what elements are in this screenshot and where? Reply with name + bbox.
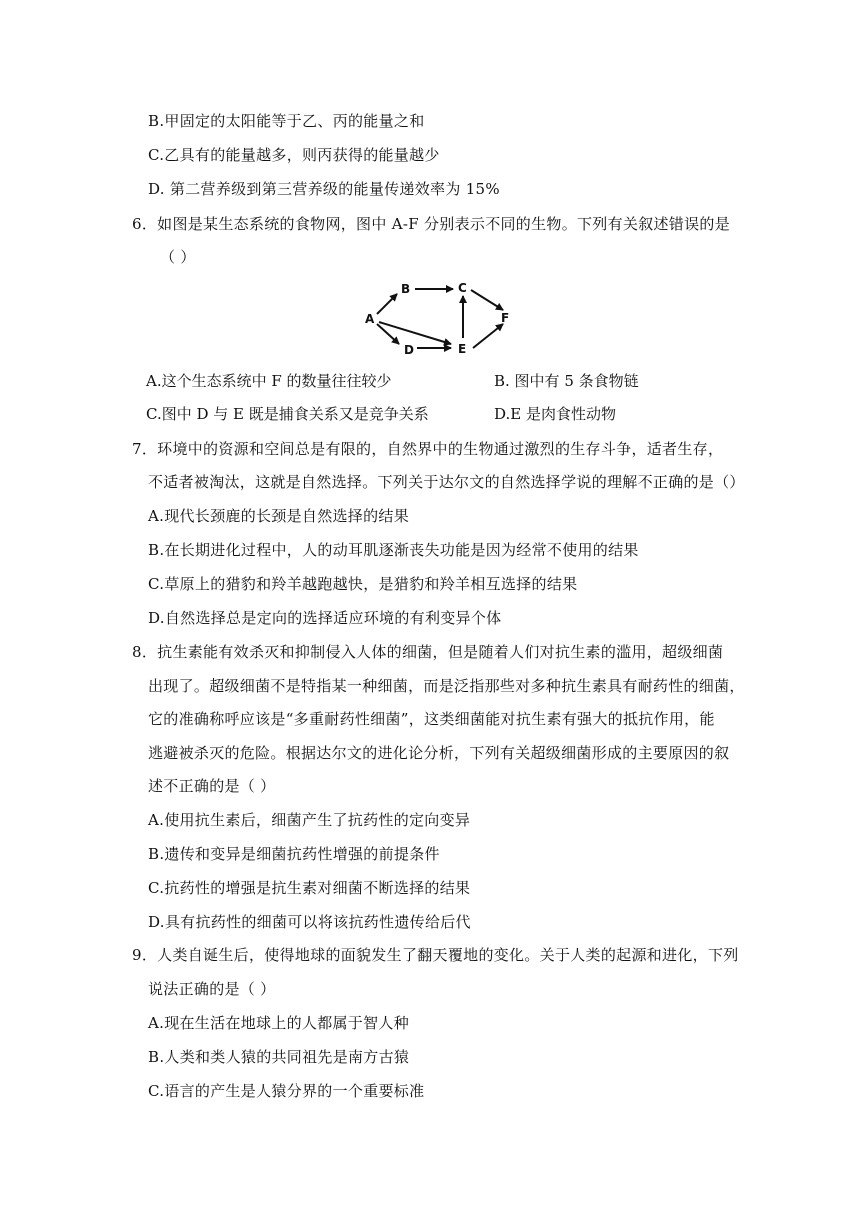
q8-stem-line1: 8．抗生素能有效杀灭和抑制侵入人体的细菌，但是随着人们对抗生素的滥用，超级细菌 [132,643,724,661]
q9-stem-line2: 说法正确的是（ ） [148,980,276,998]
q6-option-d: D.E 是肉食性动物 [494,405,616,423]
q6-option-c: C.图中 D 与 E 既是捕食关系又是竞争关系 [146,405,429,423]
q6-option-a: A.这个生态系统中 F 的数量往往较少 [146,372,392,390]
q8-stem-line2: 出现了。超级细菌不是特指某一种细菌，而是泛指那些对多种抗生素具有耐药性的细菌， [148,677,745,695]
q8-stem-line3: 它的准确称呼应该是“多重耐药性细菌”，这类细菌能对抗生素有强大的抵抗作用，能 [148,710,715,728]
node-a: A [365,312,375,326]
q9-stem-line1: 9．人类自诞生后，使得地球的面貌发生了翻天覆地的变化。关于人类的起源和进化，下列 [132,946,739,964]
node-f: F [501,311,510,325]
q6-stem-line1: 6．如图是某生态系统的食物网，图中 A-F 分别表示不同的生物。下列有关叙述错误的是 [132,215,730,233]
q8-stem-line4: 逃避被杀灭的危险。根据达尔文的进化论分析，下列有关超级细菌形成的主要原因的叙 [148,744,730,762]
edge-e-f [473,324,503,348]
node-b: B [401,282,411,296]
q9-option-c: C.语言的产生是人猿分界的一个重要标准 [148,1082,425,1100]
q8-option-b: B.遗传和变异是细菌抗药性增强的前提条件 [148,845,440,863]
q8-stem-line5: 述不正确的是（ ） [148,777,276,795]
q5-option-c: C.乙具有的能量越多，则丙获得的能量越少 [148,146,440,164]
q6-option-b: B. 图中有 5 条食物链 [494,372,639,390]
q8-option-d: D.具有抗药性的细菌可以将该抗药性遗传给后代 [148,913,471,931]
q8-option-c: C.抗药性的增强是抗生素对细菌不断选择的结果 [148,879,471,897]
q5-option-b: B.甲固定的太阳能等于乙、丙的能量之和 [148,112,425,130]
q7-option-c: C.草原上的猎豹和羚羊越跑越快，是猎豹和羚羊相互选择的结果 [148,575,578,593]
q7-option-d: D.自然选择总是定向的选择适应环境的有利变异个体 [148,609,502,627]
node-d: D [404,343,414,357]
food-web-diagram [355,278,525,358]
q6-answer-blank: （ ） [160,248,196,266]
node-e: E [458,342,467,356]
node-c: C [458,281,467,295]
edge-a-e [379,322,451,344]
q9-option-a: A.现在生活在地球上的人都属于智人种 [148,1014,410,1032]
q7-option-a: A.现代长颈鹿的长颈是自然选择的结果 [148,507,410,525]
q7-stem-line2: 不适者被淘汰，这就是自然选择。下列关于达尔文的自然选择学说的理解不正确的是（） [148,473,745,491]
q7-stem-line1: 7．环境中的资源和空间总是有限的，自然界中的生物通过激烈的生存斗争，适者生存， [132,440,724,458]
edge-c-f [471,290,503,310]
q7-option-b: B.在长期进化过程中，人的动耳肌逐渐丧失功能是因为经常不使用的结果 [148,541,639,559]
edge-a-b [377,294,397,314]
q9-option-b: B.人类和类人猿的共同祖先是南方古猿 [148,1048,410,1066]
q5-option-d: D. 第二营养级到第三营养级的能量传递效率为 15% [148,180,500,198]
q8-option-a: A.使用抗生素后，细菌产生了抗药性的定向变异 [148,811,471,829]
